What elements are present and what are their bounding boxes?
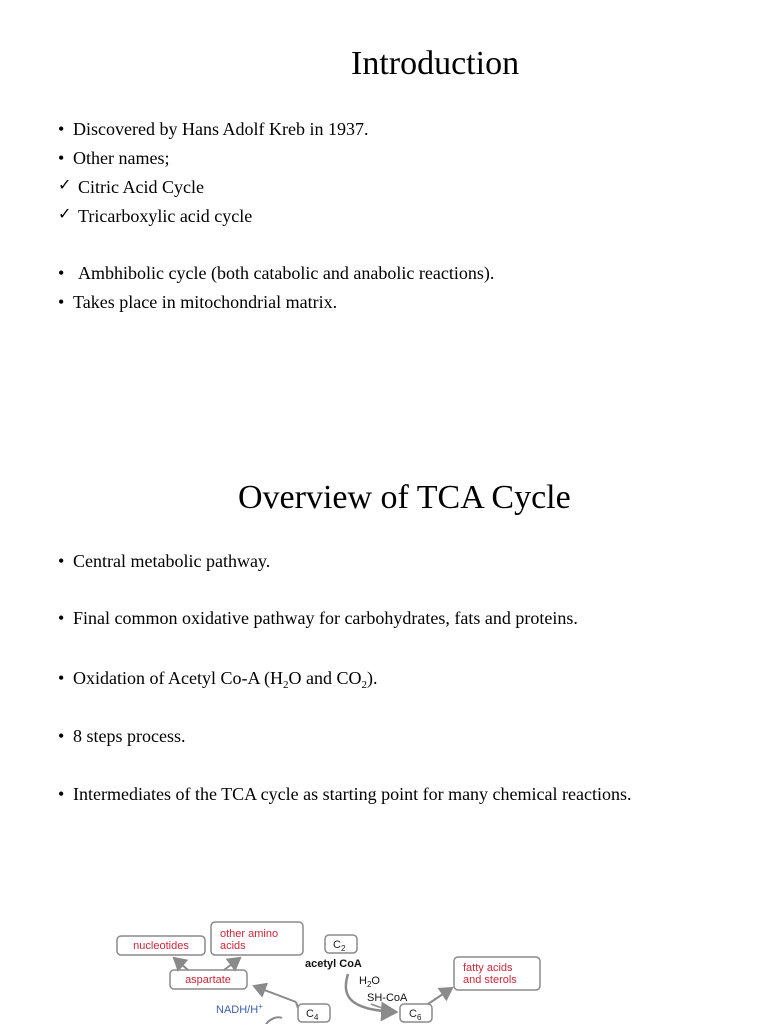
intro-item-text: Takes place in mitochondrial matrix. xyxy=(73,292,338,312)
bullet-icon: • xyxy=(58,726,65,746)
intro-item-4 xyxy=(58,204,252,230)
overview-item-text: Intermediates of the TCA cycle as starting point for many chemical reactions. xyxy=(73,784,632,804)
h2o-label: $H_2O$ xyxy=(359,975,380,989)
c2-box xyxy=(325,935,357,953)
checkmark-icon: ✓ xyxy=(58,177,72,194)
overview-title: Overview of TCA Cycle xyxy=(238,479,571,516)
fatty-acids-label-1: fatty acids xyxy=(463,962,513,974)
bullet-icon: • xyxy=(58,608,65,628)
tca-diagram xyxy=(116,918,556,1024)
c4-to-aspartate-arrow xyxy=(254,986,296,1002)
overview-item-text: 8 steps process. xyxy=(73,726,186,746)
sh-coa-label: SH-CoA xyxy=(367,992,408,1004)
subscript: 2 xyxy=(361,679,367,691)
nucleotides-label: nucleotides xyxy=(133,940,189,952)
other-amino-label-2: acids xyxy=(220,940,246,952)
intro-item-1 xyxy=(58,117,368,141)
overview-item-text: Central metabolic pathway. xyxy=(73,551,271,571)
bullet-icon: • xyxy=(58,292,65,312)
intro-item-text: Other names; xyxy=(73,148,170,168)
c6-label: $C_6$ xyxy=(409,1008,422,1022)
overview-item-4 xyxy=(58,724,185,748)
intro-item-text: Ambhibolic cycle (both catabolic and anabolic reactions). xyxy=(78,263,495,283)
intro-item-2 xyxy=(58,146,169,170)
intro-item-text: Citric Acid Cycle xyxy=(78,177,204,197)
c4-box xyxy=(298,1004,330,1022)
c2-label: $C_2$ xyxy=(333,939,346,953)
text-part: O and CO xyxy=(288,668,362,688)
fatty-acids-label-2: and sterols xyxy=(463,974,517,986)
intro-item-text: Discovered by Hans Adolf Kreb in 1937. xyxy=(73,119,369,139)
overview-item-5 xyxy=(58,782,631,806)
arrow-to-fatty-acids xyxy=(428,988,452,1004)
arrow-to-nucleotides xyxy=(174,958,188,970)
aspartate-label: aspartate xyxy=(185,974,231,986)
intro-title: Introduction xyxy=(351,45,520,82)
nadh-arrow xyxy=(266,1017,282,1024)
arrow-to-amino-acids xyxy=(224,958,240,970)
bullet-icon: • xyxy=(58,668,65,688)
checkmark-icon: ✓ xyxy=(58,206,72,223)
bullet-icon: • xyxy=(58,119,65,139)
text-part: ). xyxy=(366,668,378,688)
nucleotides-box xyxy=(117,936,205,955)
nadh-label: NADH/H+ xyxy=(216,1002,263,1016)
tca-diagram-svg xyxy=(116,918,556,1024)
overview-item-text xyxy=(73,666,377,690)
intro-item-text: Tricarboxylic acid cycle xyxy=(78,206,253,226)
intro-item-5 xyxy=(58,261,494,285)
bullet-icon: • xyxy=(58,148,65,168)
c6-box xyxy=(400,1004,432,1022)
intro-item-6 xyxy=(58,290,337,314)
overview-item-3 xyxy=(58,666,377,690)
overview-item-text: Final common oxidative pathway for carbohydrates, fats and proteins. xyxy=(73,608,578,628)
other-amino-label-1: other amino xyxy=(220,928,279,940)
intro-slide xyxy=(0,0,768,440)
overview-item-1 xyxy=(58,549,270,573)
acetyl-coa-label: acetyl CoA xyxy=(305,958,362,970)
text-part: Oxidation of Acetyl Co-A (H xyxy=(73,668,283,688)
fatty-acids-box xyxy=(454,957,540,990)
overview-item-2 xyxy=(58,606,578,630)
intro-item-3 xyxy=(58,175,204,201)
c4-label: $C_4$ xyxy=(306,1008,319,1022)
bullet-icon: • xyxy=(58,263,65,283)
subscript: 2 xyxy=(282,679,289,691)
other-amino-acids-box xyxy=(211,922,303,955)
aspartate-box xyxy=(170,970,247,989)
bullet-icon: • xyxy=(58,551,65,571)
bullet-icon: • xyxy=(58,784,65,804)
